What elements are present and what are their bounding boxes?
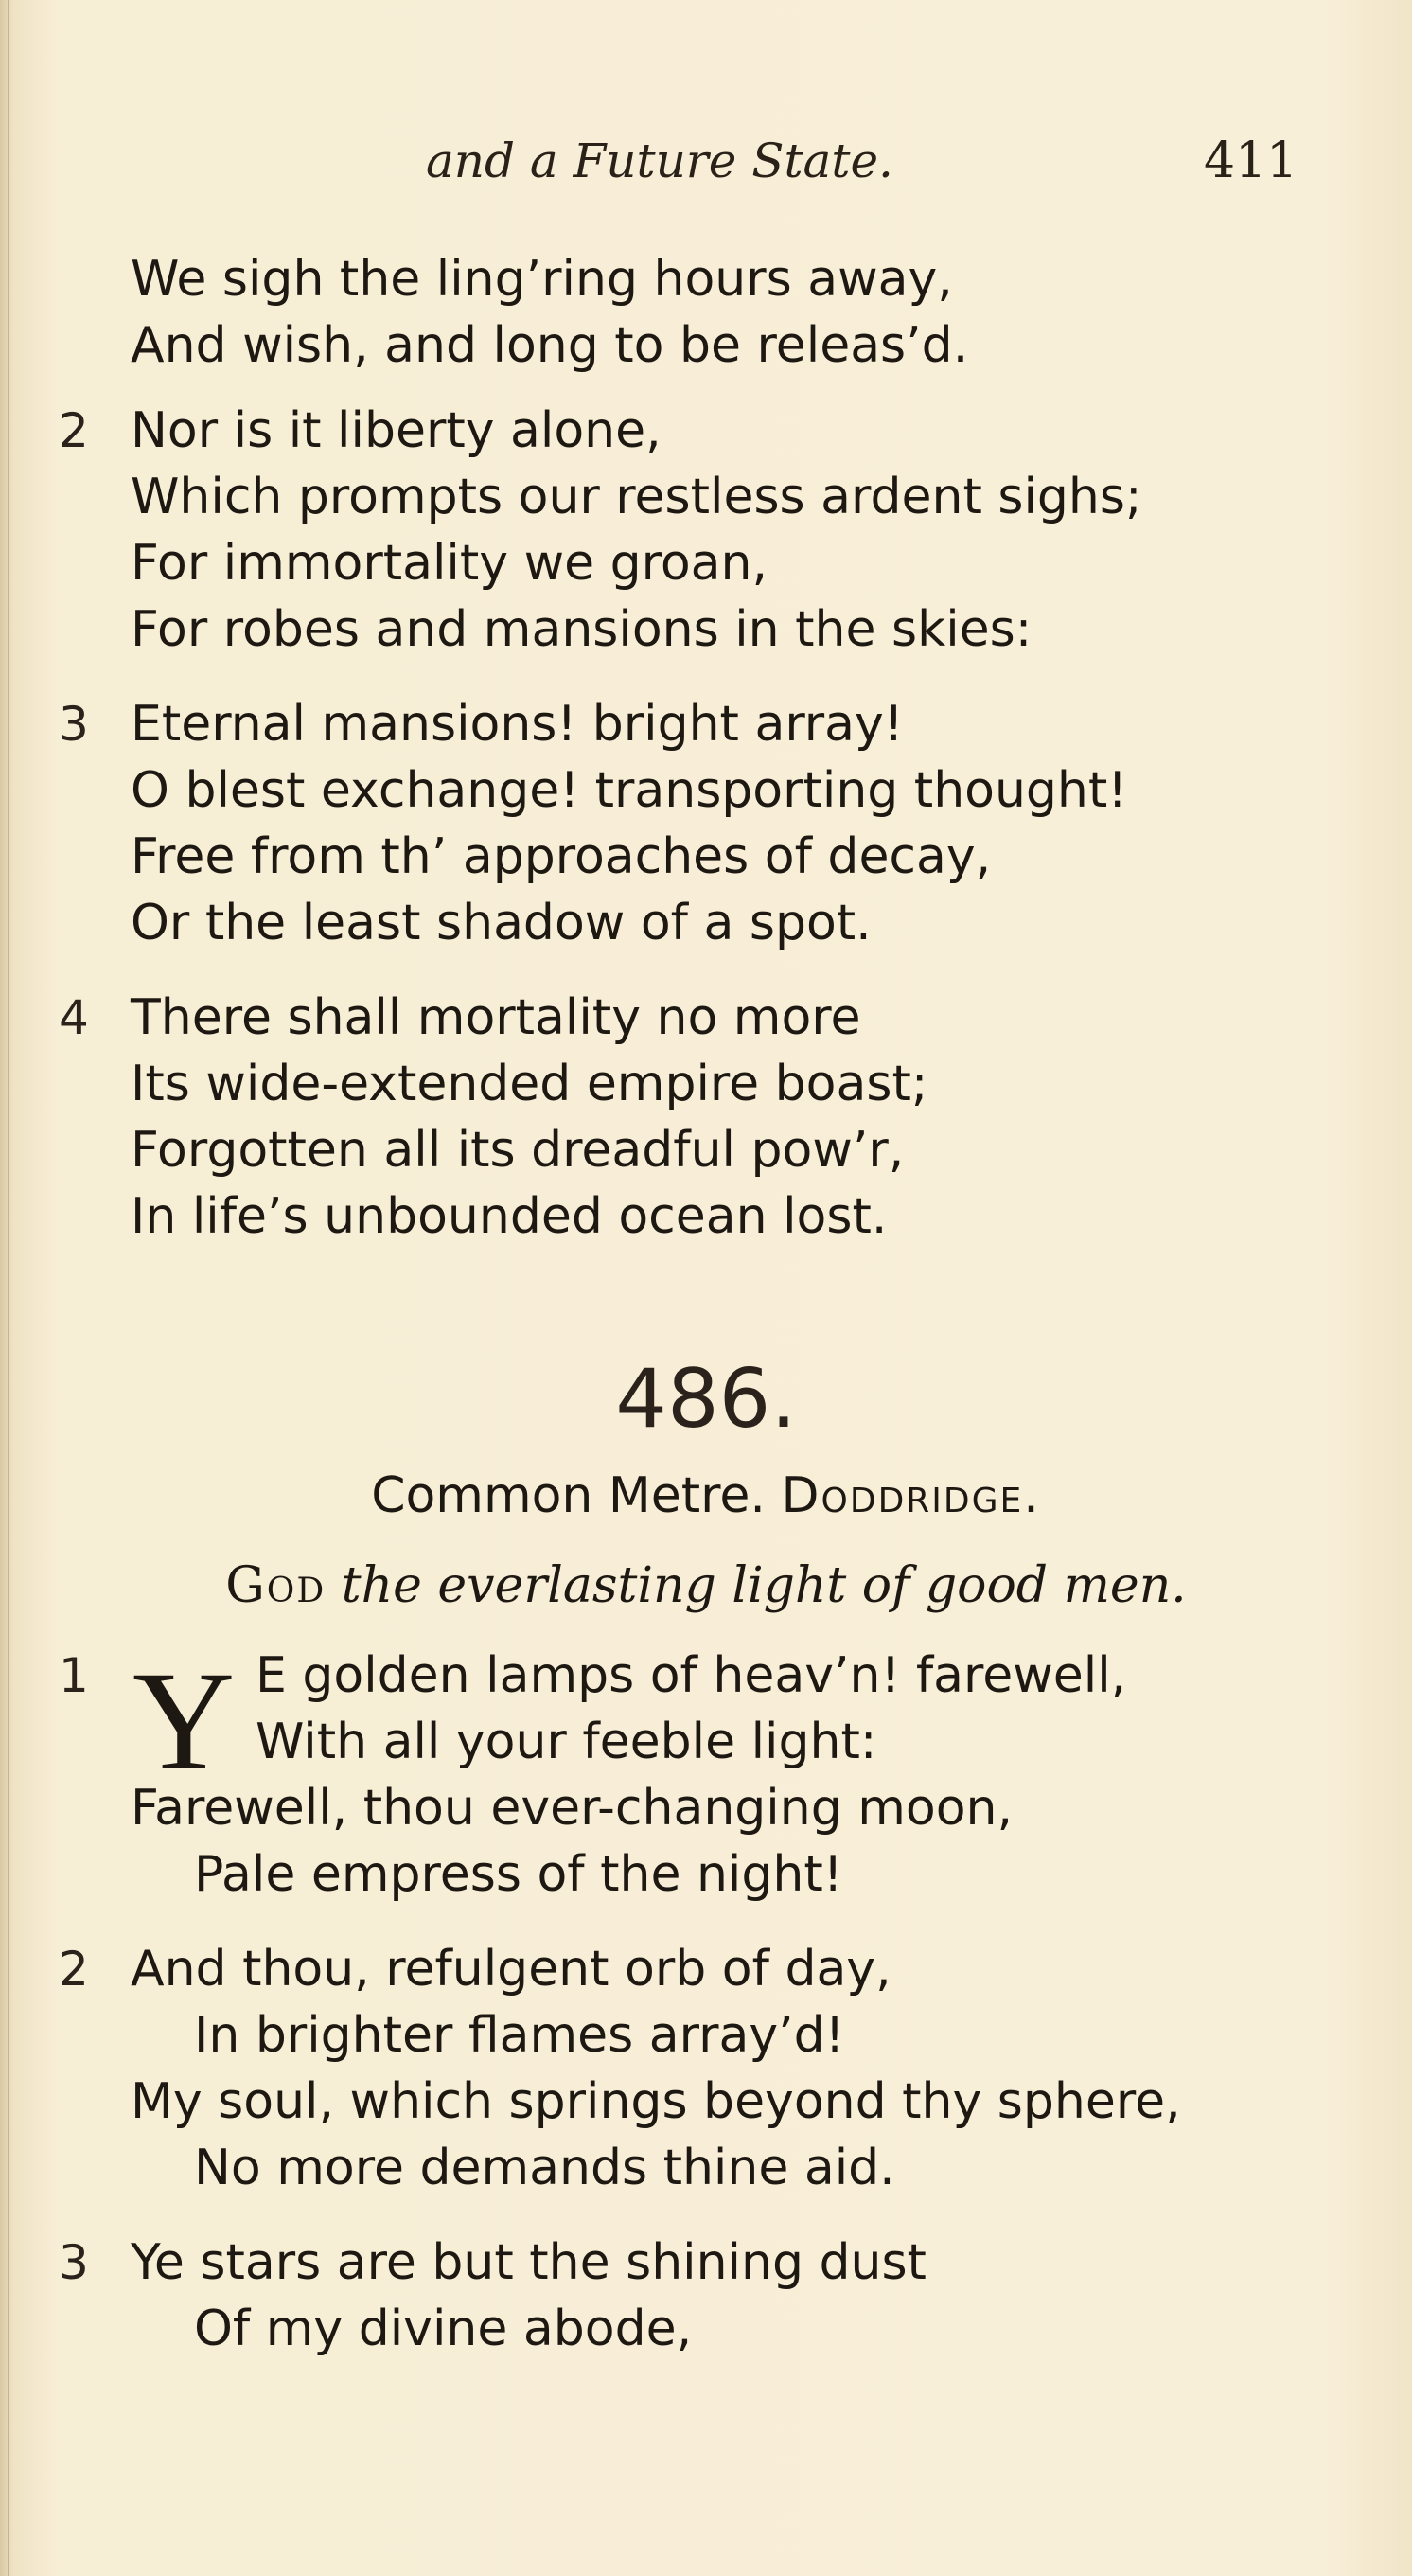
verse-line: Eternal mansions! bright array! bbox=[131, 696, 904, 753]
verse-line: O blest exchange! transporting thought! bbox=[131, 762, 1128, 819]
verse-line: Ye stars are but the shining dust bbox=[131, 2234, 927, 2291]
verse-line: Its wide-extended empire boast; bbox=[131, 1056, 928, 1112]
subject-text: the everlasting light of good men. bbox=[341, 1557, 1187, 1614]
page-header bbox=[0, 133, 1412, 189]
subject-god: God bbox=[225, 1557, 327, 1614]
hymn-subject bbox=[0, 1553, 1412, 1619]
verse-line: Free from th’ approaches of decay, bbox=[131, 828, 992, 885]
hymn-author: Doddridge. bbox=[781, 1467, 1041, 1524]
stanza-number: 2 bbox=[59, 403, 89, 458]
stanza-number: 2 bbox=[59, 1942, 89, 1997]
stanza-number: 3 bbox=[59, 2235, 89, 2290]
verse-line: For immortality we groan, bbox=[131, 535, 768, 592]
verse-line: There shall mortality no more bbox=[131, 989, 861, 1046]
verse-line: Which prompts our restless ardent sighs; bbox=[131, 469, 1142, 525]
verse-line: E golden lamps of heav’n! farewell, bbox=[256, 1647, 1127, 1704]
verse-line: Pale empress of the night! bbox=[194, 1846, 843, 1903]
verse-line: Farewell, thou ever-changing moon, bbox=[131, 1780, 1014, 1837]
verse-line: Forgotten all its dreadful pow’r, bbox=[131, 1122, 905, 1179]
verse-line: With all your feeble light: bbox=[256, 1714, 877, 1770]
drop-cap: Y bbox=[132, 1643, 236, 1800]
verse-line: My soul, which springs beyond thy sphere, bbox=[131, 2073, 1181, 2130]
verse-line: Of my divine abode, bbox=[194, 2301, 693, 2357]
verse-line: And wish, and long to be releas’d. bbox=[131, 317, 969, 374]
verse-line: In life’s unbounded ocean lost. bbox=[131, 1188, 888, 1245]
verse-line: For robes and mansions in the skies: bbox=[131, 601, 1033, 658]
verse-line: No more demands thine aid. bbox=[194, 2140, 895, 2196]
metre-name: Common Metre. bbox=[371, 1467, 766, 1524]
page-gutter-edge bbox=[8, 0, 9, 2576]
page-number: 411 bbox=[1204, 133, 1298, 189]
verse-line: In brighter flames array’d! bbox=[194, 2007, 845, 2064]
hymn-number: 486. bbox=[615, 1352, 797, 1447]
stanza-number: 1 bbox=[59, 1648, 89, 1703]
stanza-number: 4 bbox=[59, 990, 89, 1045]
verse-line: We sigh the ling’ring hours away, bbox=[131, 251, 953, 308]
verse-line: Nor is it liberty alone, bbox=[131, 402, 662, 459]
metre-line bbox=[0, 1463, 1412, 1529]
verse-line: And thou, refulgent orb of day, bbox=[131, 1941, 891, 1998]
running-title: and a Future State. bbox=[426, 133, 893, 188]
verse-line: Or the least shadow of a spot. bbox=[131, 895, 872, 951]
stanza-number: 3 bbox=[59, 697, 89, 752]
